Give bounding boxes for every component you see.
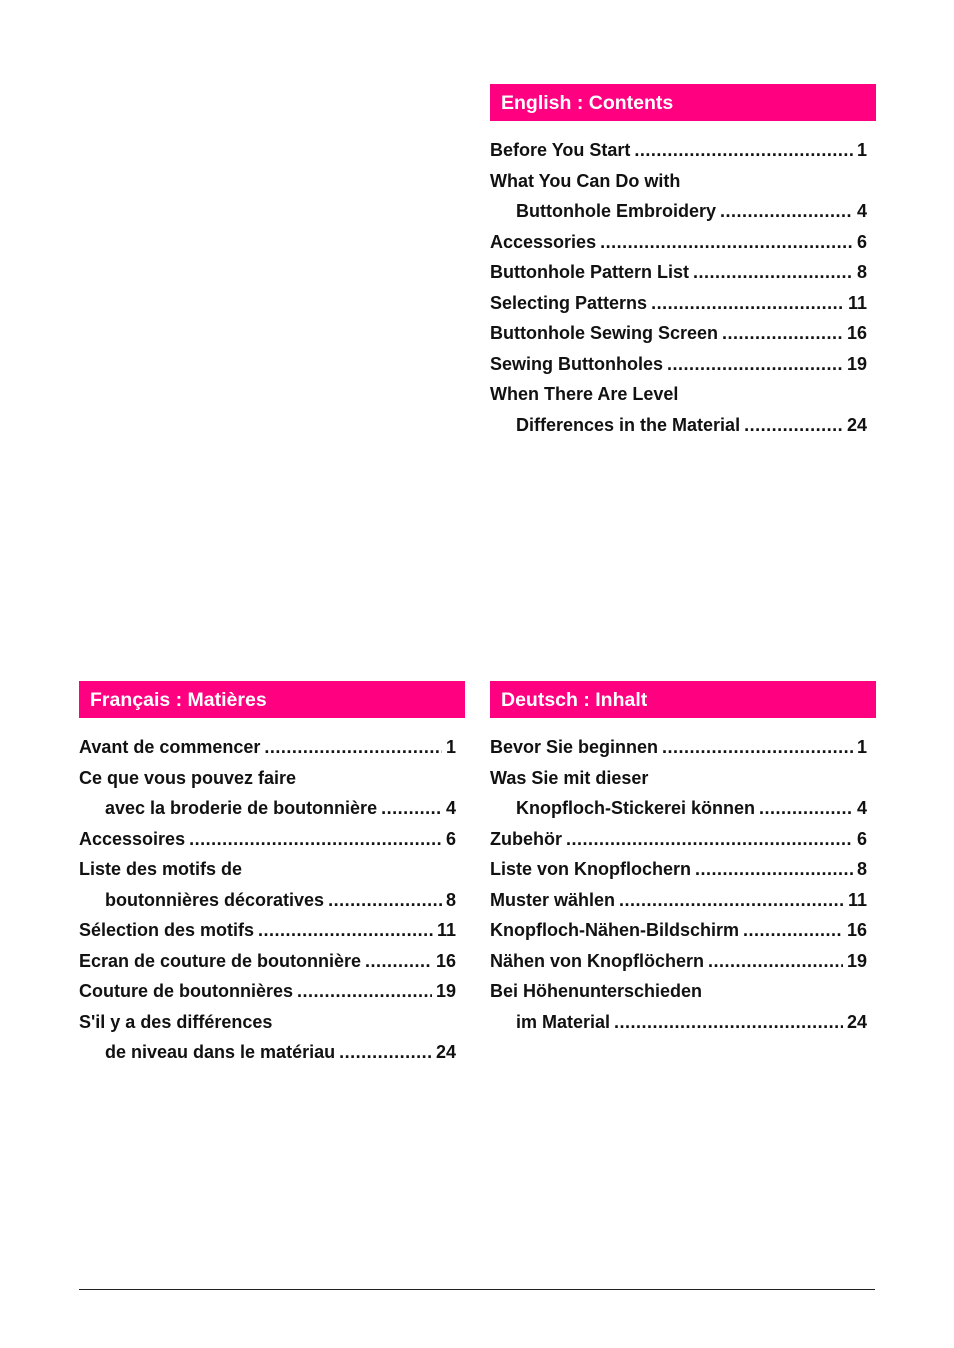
english-toc-list [490, 121, 876, 440]
toc-entry-page: 24 [846, 414, 867, 435]
toc-entry [79, 763, 456, 794]
toc-entry-page: 4 [445, 798, 456, 818]
bottom-rule [79, 1289, 875, 1290]
dot-leader [328, 885, 442, 916]
dot-leader [189, 824, 442, 855]
toc-entry [79, 1007, 456, 1038]
toc-entry-page: 4 [856, 201, 867, 221]
toc-entry-text: avec la broderie de boutonnière [105, 798, 378, 818]
toc-entry[interactable] [490, 227, 867, 258]
toc-entry-page: 8 [856, 859, 867, 879]
dot-leader [743, 915, 843, 946]
toc-entry-text: Before You Start [490, 140, 631, 160]
toc-entry-text: Knopfloch-Stickerei können [516, 798, 756, 818]
toc-entry-text: de niveau dans le matériau [105, 1042, 336, 1062]
toc-entry-page: 6 [856, 828, 867, 849]
dot-leader [651, 288, 844, 319]
toc-entry-text: Sélection des motifs [79, 920, 255, 940]
toc-entry-text: Muster wählen [490, 889, 616, 910]
toc-entry-page: 16 [846, 323, 867, 343]
toc-entry-text: Was Sie mit dieser [490, 767, 649, 788]
toc-entry[interactable] [79, 946, 456, 977]
dot-leader [619, 885, 844, 916]
toc-entry-text: Avant de commencer [79, 737, 261, 757]
toc-entry-text: Accessories [490, 231, 597, 252]
toc-entry[interactable] [79, 793, 456, 824]
toc-entry-page: 19 [435, 981, 456, 1001]
toc-entry[interactable] [490, 410, 867, 441]
toc-entry[interactable] [490, 885, 867, 916]
toc-entry-text: Zubehör [490, 828, 562, 849]
dot-leader [722, 318, 843, 349]
toc-entry[interactable] [490, 135, 867, 166]
toc-entry-page: 11 [847, 889, 867, 910]
toc-entry[interactable] [490, 1007, 867, 1038]
toc-entry-page: 11 [847, 292, 867, 313]
dot-leader [339, 1037, 432, 1068]
dot-leader [381, 793, 442, 824]
toc-entry[interactable] [490, 793, 867, 824]
toc-entry[interactable] [79, 824, 456, 855]
toc-entry-page: 6 [445, 828, 456, 849]
dot-leader [720, 196, 853, 227]
french-toc-list [79, 718, 465, 1068]
dot-leader [662, 732, 853, 763]
toc-entry[interactable] [490, 257, 867, 288]
toc-entry [490, 379, 867, 410]
french-contents-header: Français : Matières [79, 681, 465, 718]
toc-entry [79, 854, 456, 885]
toc-entry-page: 4 [856, 798, 867, 818]
dot-leader [258, 915, 433, 946]
toc-entry[interactable] [490, 288, 867, 319]
toc-entry[interactable] [490, 349, 867, 380]
toc-entry-page: 8 [856, 262, 867, 282]
dot-leader [708, 946, 843, 977]
toc-entry-text: Ecran de couture de boutonnière [79, 950, 362, 971]
toc-entry-page: 24 [846, 1011, 867, 1032]
toc-entry-page: 16 [435, 950, 456, 971]
toc-entry-text: Bei Höhenunterschieden [490, 981, 703, 1001]
toc-entry[interactable] [79, 732, 456, 763]
toc-entry-text: Knopfloch-Nähen-Bildschirm [490, 920, 740, 940]
toc-entry [490, 166, 867, 197]
toc-entry[interactable] [490, 732, 867, 763]
toc-entry-text: S'il y a des différences [79, 1011, 273, 1032]
toc-entry-text: Ce que vous pouvez faire [79, 767, 297, 788]
toc-entry-text: Selecting Patterns [490, 292, 648, 313]
toc-entry-text: Couture de boutonnières [79, 981, 294, 1001]
dot-leader [667, 349, 843, 380]
dot-leader [693, 257, 853, 288]
toc-entry [490, 976, 867, 1007]
toc-entry[interactable] [79, 1037, 456, 1068]
german-contents-section [490, 681, 876, 1037]
toc-entry-text: Buttonhole Embroidery [516, 201, 717, 221]
dot-leader [759, 793, 853, 824]
german-toc-list [490, 718, 876, 1037]
dot-leader [297, 976, 432, 1007]
toc-entry-text: Liste des motifs de [79, 859, 243, 879]
toc-entry-page: 16 [846, 920, 867, 940]
toc-entry-page: 1 [445, 737, 456, 757]
french-contents-section [79, 681, 465, 1068]
toc-entry-page: 24 [435, 1042, 456, 1062]
english-contents-section [490, 84, 876, 440]
dot-leader [695, 854, 853, 885]
toc-entry-text: When There Are Level [490, 384, 679, 404]
toc-entry-page: 1 [856, 737, 867, 757]
toc-entry-page: 19 [846, 353, 867, 374]
toc-entry[interactable] [490, 854, 867, 885]
german-contents-header: Deutsch : Inhalt [490, 681, 876, 718]
dot-leader [744, 410, 843, 441]
toc-entry-text: Buttonhole Sewing Screen [490, 323, 719, 343]
toc-entry[interactable] [79, 885, 456, 916]
toc-entry[interactable] [490, 824, 867, 855]
english-contents-header: English : Contents [490, 84, 876, 121]
toc-entry-text: Nähen von Knopflöchern [490, 950, 705, 971]
toc-entry-text: Sewing Buttonholes [490, 353, 663, 374]
toc-entry-text: Differences in the Material [516, 414, 741, 435]
toc-entry[interactable] [79, 915, 456, 946]
toc-entry-text: im Material [516, 1011, 611, 1032]
toc-entry[interactable] [490, 946, 867, 977]
dot-leader [634, 135, 853, 166]
toc-entry-page: 6 [856, 231, 867, 252]
dot-leader [566, 824, 853, 855]
dot-leader [264, 732, 442, 763]
dot-leader [600, 227, 853, 258]
toc-entry-page: 8 [445, 889, 456, 910]
dot-leader [365, 946, 432, 977]
toc-entry-text: Bevor Sie beginnen [490, 737, 659, 757]
toc-entry-page: 11 [436, 920, 456, 940]
toc-entry[interactable] [79, 976, 456, 1007]
toc-entry-text: Accessoires [79, 828, 186, 849]
toc-entry-page: 19 [846, 950, 867, 971]
dot-leader [614, 1007, 843, 1038]
toc-entry[interactable] [490, 196, 867, 227]
toc-entry [490, 763, 867, 794]
toc-entry-text: Liste von Knopflochern [490, 859, 692, 879]
toc-entry-text: boutonnières décoratives [105, 889, 325, 910]
toc-entry[interactable] [490, 915, 867, 946]
toc-entry-text: Buttonhole Pattern List [490, 262, 689, 282]
toc-entry-text: What You Can Do with [490, 170, 681, 191]
toc-entry-page: 1 [856, 140, 867, 160]
toc-entry[interactable] [490, 318, 867, 349]
